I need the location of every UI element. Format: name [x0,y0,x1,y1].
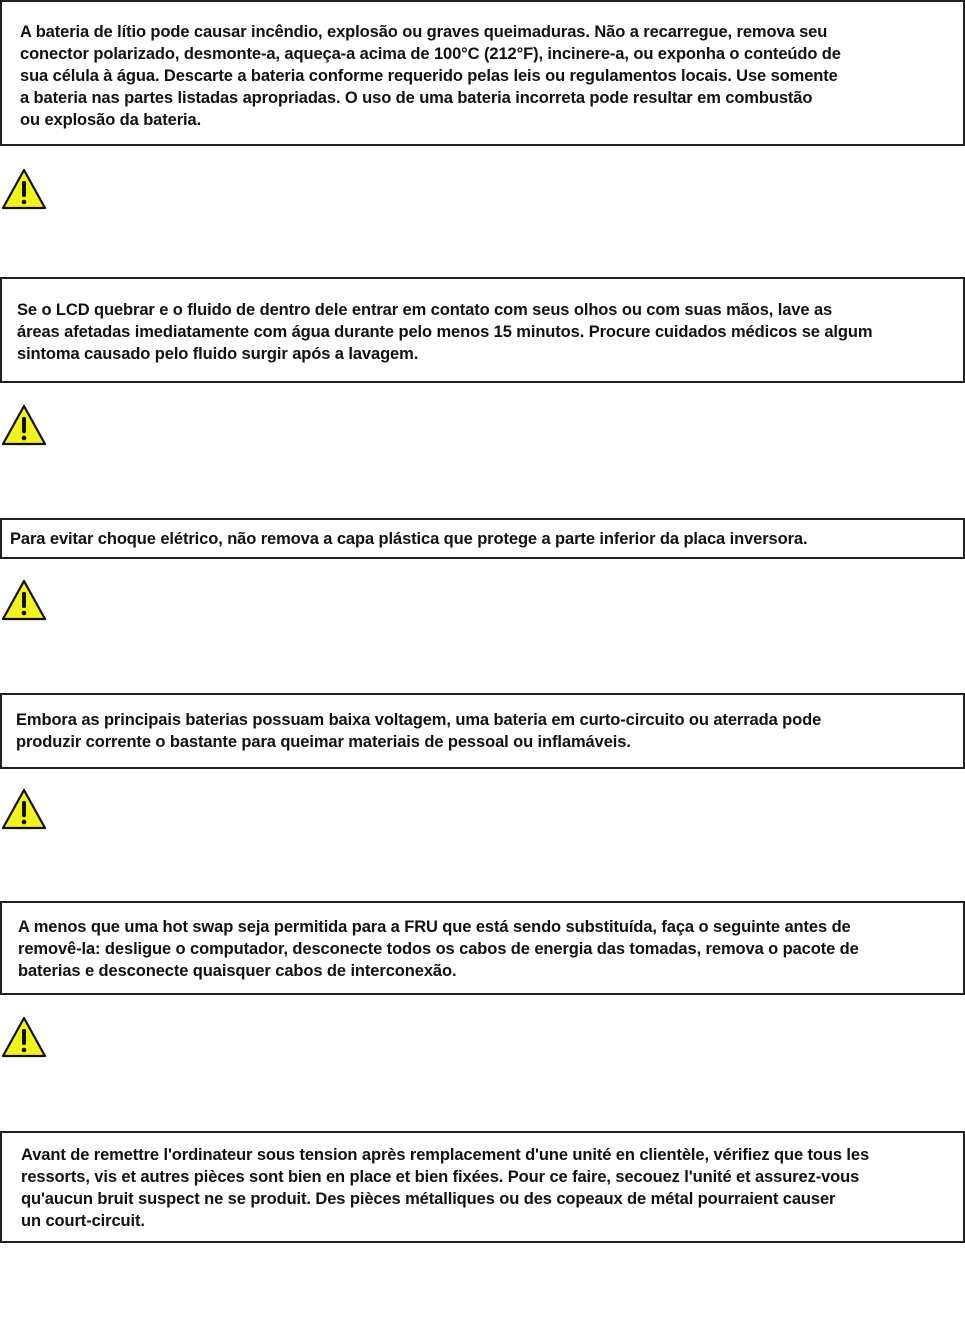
warning-triangle-icon [1,788,47,830]
warning-triangle-icon [1,1016,47,1058]
notice-text: Se o LCD quebrar e o fluido de dentro dele entrar em contato com seus olhos ou com suas mãos, lave as áreas afetadas imediatamente com água durante pelo menos 15 minutos. Procure cuidados médicos se algum sintoma causado pelo fluido surgir após a lavagem. [17,301,873,363]
warning-triangle-icon [1,579,47,621]
notice-text: Para evitar choque elétrico, não remova a capa plástica que protege a parte inferior da placa inversora. [10,530,808,548]
notice-box-lcd-fluid [0,277,965,383]
notice-text: A menos que uma hot swap seja permitida para a FRU que está sendo substituída, faça o seguinte antes de removê-la: desligue o computador, desconecte todos os cabos de energia das tomadas, remova o pacote de baterias e desconecte quaisquer cabos de interconexão. [18,918,859,980]
notice-text: Avant de remettre l'ordinateur sous tension après remplacement d'une unité en clientèle, vérifiez que tous les ressorts, vis et autres pièces sont bien en place et bien fixées. Pour ce faire, secouez l'unité et assurez-vous qu'aucun bruit suspect ne se produit. Des pièces métalliques ou des copeaux de métal pourraient causer un court-circuit. [21,1146,870,1230]
warning-triangle-icon [1,168,47,210]
notice-text: Embora as principais baterias possuam baixa voltagem, uma bateria em curto-circuito ou aterrada pode produzir corrente o bastante para queimar materiais de pessoal ou inflamáveis. [16,711,822,751]
notice-box-electric-shock [0,518,965,559]
notice-box-hot-swap [0,901,965,995]
notice-box-lithium-battery [0,0,965,146]
warning-triangle-icon [1,404,47,446]
notice-text: A bateria de lítio pode causar incêndio, explosão ou graves queimaduras. Não a recarregue, remova seu conector polarizado, desmonte-a, aqueça-a acima de 100°C (212°F), incinere-a, ou exponha o conteúdo de sua célula à água. Descarte a bateria conforme requerido pelas leis ou regulamentos locais. Use somente a bateria nas partes listadas apropriadas. O uso de uma bateria incorreta pode resultar em combustão ou explosão da bateria. [20,23,841,129]
notice-box-french-reassembly [0,1131,965,1243]
notice-box-short-circuit [0,693,965,769]
